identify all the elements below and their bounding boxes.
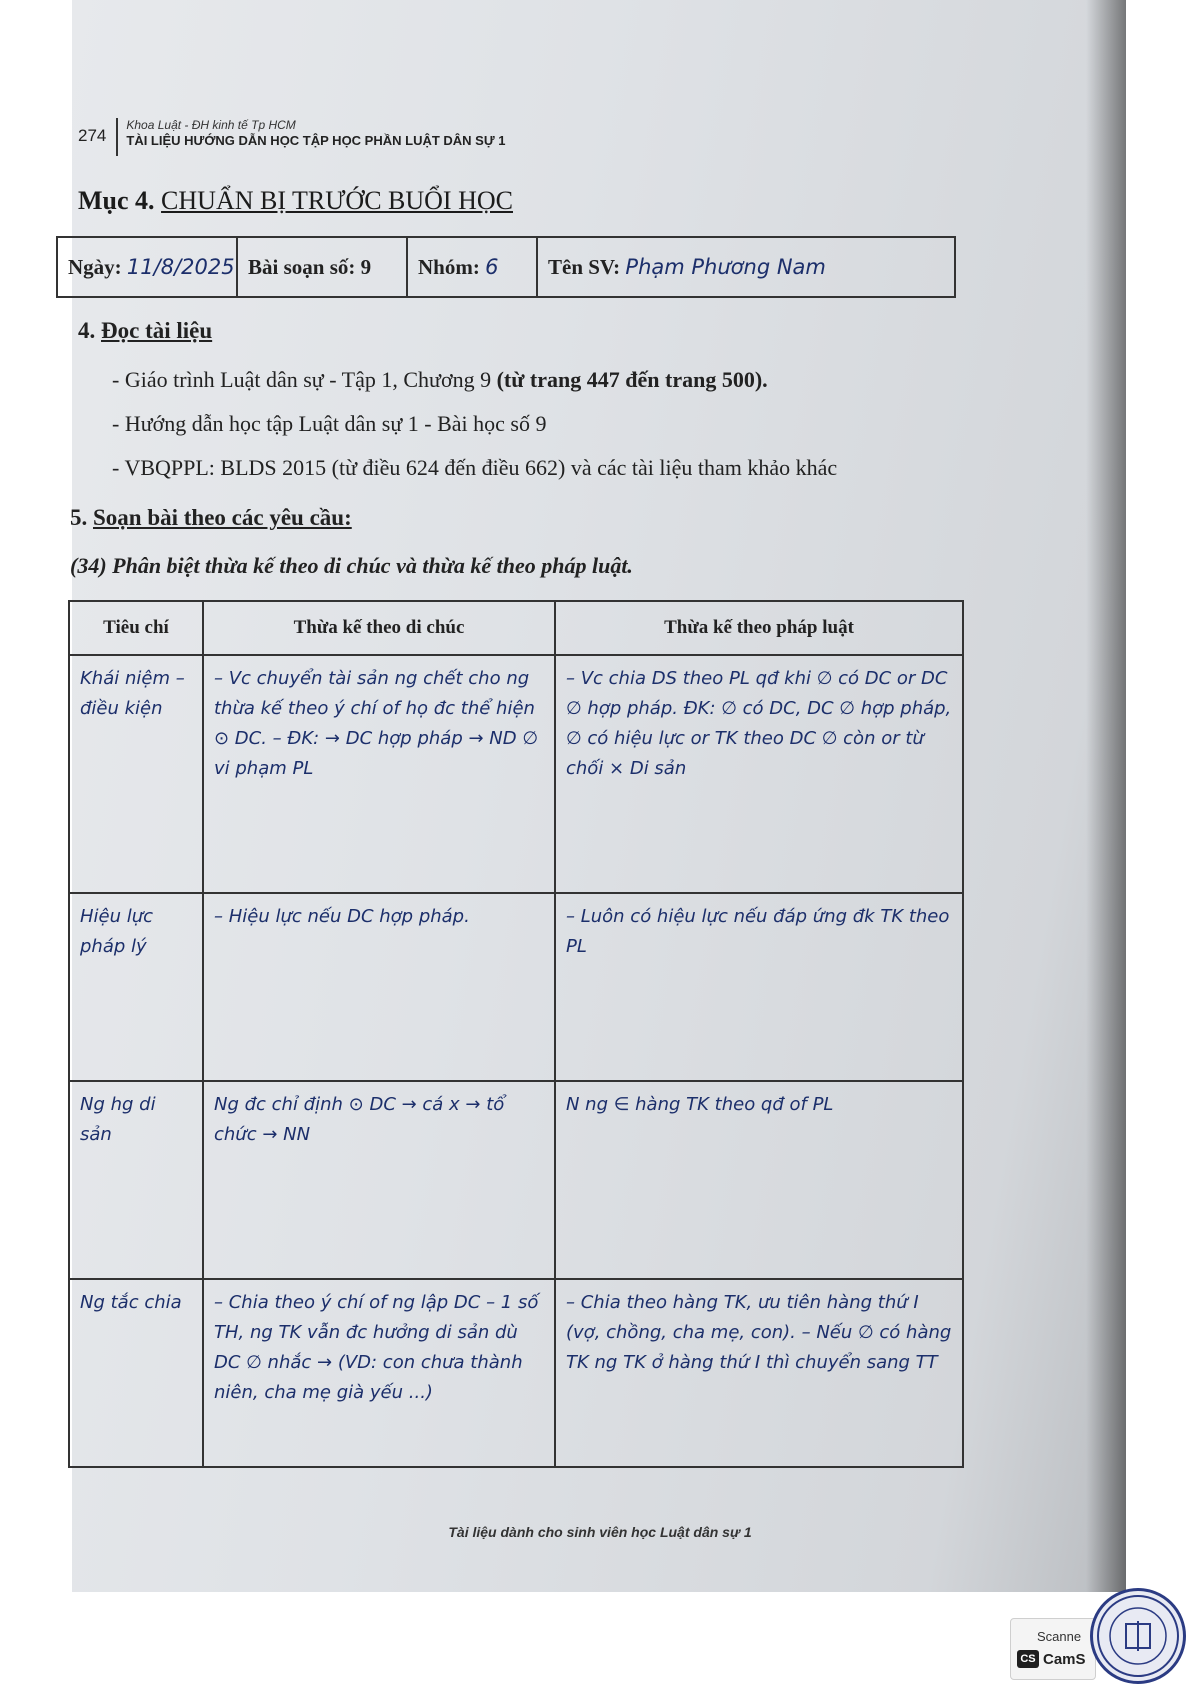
student-cell: [538, 238, 954, 296]
question-34: (34) Phân biệt thừa kế theo di chúc và thừa kế theo pháp luật.: [70, 553, 633, 578]
header-criterion: Tiêu chí: [69, 601, 203, 655]
prep-heading-text: Soạn bài theo các yêu cầu:: [93, 505, 352, 530]
header-line2: TÀI LIỆU HƯỚNG DẪN HỌC TẬP HỌC PHẦN LUẬT DÂN SỰ 1: [126, 133, 506, 148]
will-cell: – Chia theo ý chí of ng lập DC – 1 số TH, ng TK vẫn đc hưởng di sản dù DC ∅ nhắc → (VD: con chưa thành niên, cha mẹ già yếu ...): [203, 1279, 555, 1467]
law-cell: – Chia theo hàng TK, ưu tiên hàng thứ I (vợ, chồng, cha mẹ, con). – Nếu ∅ có hàng TK ng TK ở hàng thứ I thì chuyển sang TT: [555, 1279, 963, 1467]
page-shadow: [1086, 0, 1126, 1592]
table-row: [69, 893, 963, 1081]
reading-heading-num: 4.: [78, 318, 96, 343]
table-row: [69, 1081, 963, 1279]
group-value: 6: [485, 255, 499, 279]
camscanner-watermark: [1010, 1618, 1096, 1680]
table-row: [69, 1279, 963, 1467]
watermark-top-text: Scanne: [1037, 1629, 1082, 1644]
prep-heading: [70, 505, 352, 531]
section-heading: CHUẨN BỊ TRƯỚC BUỔI HỌC: [161, 186, 513, 215]
law-cell: – Vc chia DS theo PL qđ khi ∅ có DC or DC ∅ hợp pháp. ĐK: ∅ có DC, DC ∅ hợp pháp, ∅ có hiệu lực or TK theo DC ∅ còn or từ chối × Di sản: [555, 655, 963, 893]
criterion-cell: Khái niệm – điều kiện: [69, 655, 203, 893]
info-table: [56, 236, 956, 298]
group-label: Nhóm:: [418, 254, 480, 279]
law-cell: – Luôn có hiệu lực nếu đáp ứng đk TK theo PL: [555, 893, 963, 1081]
lesson-value: 9: [360, 254, 372, 279]
reading-list: [112, 358, 837, 490]
header-will: Thừa kế theo di chúc: [203, 601, 555, 655]
date-label: Ngày:: [68, 254, 122, 279]
lesson-cell: [238, 238, 408, 296]
will-cell: Ng đc chỉ định ⊙ DC → cá x → tổ chức → NN: [203, 1081, 555, 1279]
camscanner-logo-icon: CS: [1017, 1650, 1039, 1668]
page-number: 274: [78, 126, 107, 145]
prep-heading-num: 5.: [70, 505, 88, 530]
criterion-cell: Ng hg di sản: [69, 1081, 203, 1279]
header-divider: [116, 118, 118, 156]
student-value: Phạm Phương Nam: [625, 255, 826, 279]
notary-seal-icon: [1090, 1588, 1186, 1684]
will-cell: – Hiệu lực nếu DC hợp pháp.: [203, 893, 555, 1081]
date-value: 11/8/2025: [126, 255, 235, 279]
seal-graphic: [1093, 1591, 1183, 1681]
section-label: Mục 4.: [78, 186, 155, 215]
reading-item-3: - VBQPPL: BLDS 2015 (từ điều 624 đến điều 662) và các tài liệu tham khảo khác: [112, 446, 837, 490]
student-label: Tên SV:: [548, 254, 621, 279]
criterion-cell: Hiệu lực pháp lý: [69, 893, 203, 1081]
comparison-table: [68, 600, 964, 1468]
will-cell: – Vc chuyển tài sản ng chết cho ng thừa kế theo ý chí of họ đc thể hiện ⊙ DC. – ĐK: → DC hợp pháp → ND ∅ vi phạm PL: [203, 655, 555, 893]
criterion-cell: Ng tắc chia: [69, 1279, 203, 1467]
group-cell: [408, 238, 538, 296]
watermark-brand-text: CamS: [1043, 1650, 1086, 1668]
lesson-label: Bài soạn số:: [248, 254, 356, 279]
page-header: [78, 118, 505, 156]
page-footer: Tài liệu dành cho sinh viên học Luật dân sự 1: [448, 1524, 752, 1540]
section-title: [78, 186, 513, 216]
header-law: Thừa kế theo pháp luật: [555, 601, 963, 655]
table-header-row: [69, 601, 963, 655]
header-line1: Khoa Luật - ĐH kinh tế Tp HCM: [126, 118, 296, 132]
table-row: [69, 655, 963, 893]
reading-item-1: - Giáo trình Luật dân sự - Tập 1, Chương 9 (từ trang 447 đến trang 500).: [112, 358, 837, 402]
reading-item-2: - Hướng dẫn học tập Luật dân sự 1 - Bài học số 9: [112, 402, 837, 446]
law-cell: N ng ∈ hàng TK theo qđ of PL: [555, 1081, 963, 1279]
reading-heading-text: Đọc tài liệu: [101, 318, 213, 343]
date-cell: [58, 238, 238, 296]
reading-heading: [78, 318, 212, 344]
